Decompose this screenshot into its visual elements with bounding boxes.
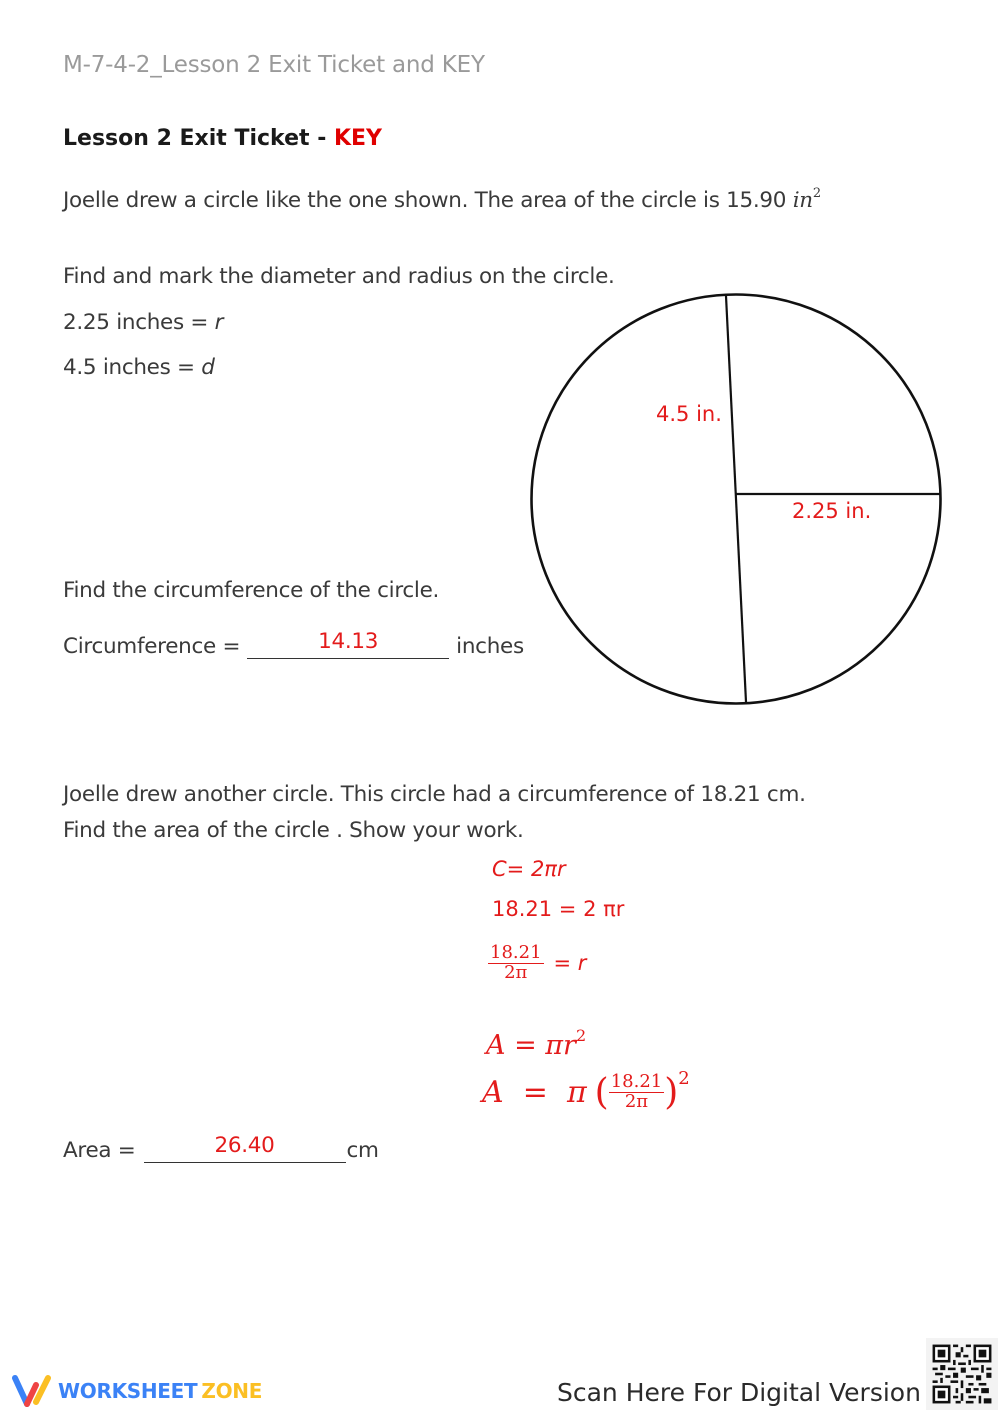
area-label: Area =	[63, 1138, 136, 1163]
step5-lhs: A = π	[482, 1075, 587, 1110]
step3-fraction	[488, 944, 544, 983]
circle-diagram	[520, 285, 960, 715]
logo-text	[58, 1379, 262, 1403]
logo-word-worksheet: WORKSHEET	[58, 1379, 198, 1403]
radius-var: r	[214, 310, 224, 335]
diameter-var: d	[201, 355, 215, 380]
heading-text: Lesson 2 Exit Ticket -	[63, 126, 334, 151]
unit-in: in	[792, 188, 813, 213]
diameter-line	[726, 296, 746, 702]
qr-code-icon	[926, 1338, 998, 1410]
document-title: M-7-4-2_Lesson 2 Exit Ticket and KEY	[63, 52, 485, 78]
diameter-answer	[63, 355, 215, 380]
problem2-intro-line1: Joelle drew another circle. This circle had a circumference of 18.21 cm.	[63, 782, 806, 807]
intro-text: Joelle drew a circle like the one shown. The area of the circle is 15.90	[63, 188, 787, 213]
key-label: KEY	[333, 126, 382, 151]
problem1-instruction: Find and mark the diameter and radius on the circle.	[63, 264, 615, 289]
radius-text: 2.25 inches =	[63, 310, 215, 335]
left-paren: (	[594, 1072, 609, 1113]
step4-exponent: 2	[575, 1026, 587, 1045]
radius-answer	[63, 310, 223, 335]
work-step-4	[486, 1026, 586, 1061]
diameter-label: 4.5 in.	[656, 402, 722, 426]
step5-exponent: 2	[678, 1068, 690, 1089]
step3-denominator: 2π	[504, 961, 528, 983]
worksheetzone-logo[interactable]	[10, 1374, 262, 1408]
circumference-row	[63, 629, 524, 659]
radius-label: 2.25 in.	[792, 499, 872, 523]
page-heading	[63, 126, 382, 151]
circumference-unit: inches	[456, 634, 524, 659]
step1-rhs: = 2πr	[506, 857, 566, 881]
scan-caption: Scan Here For Digital Version	[557, 1378, 921, 1407]
qr-code[interactable]	[926, 1338, 998, 1410]
unit-exponent: 2	[812, 186, 821, 201]
circumference-prompt: Find the circumference of the circle.	[63, 578, 440, 603]
step3-rhs: = r	[553, 951, 587, 976]
circumference-label: Circumference =	[63, 634, 241, 659]
step4-text: A = πr	[486, 1030, 576, 1061]
step5-denominator: 2π	[624, 1091, 649, 1112]
step5-fraction	[609, 1073, 665, 1112]
work-step-5	[482, 1068, 690, 1113]
step3-numerator: 18.21	[490, 942, 542, 963]
diameter-text: 4.5 inches =	[63, 355, 202, 380]
step5-numerator: 18.21	[610, 1071, 663, 1093]
logo-word-zone: ZONE	[201, 1379, 263, 1403]
area-unit: cm	[346, 1138, 379, 1163]
area-row	[63, 1133, 379, 1163]
right-paren: )	[664, 1072, 679, 1113]
step1-lhs: C	[492, 857, 507, 881]
work-step-2: 18.21 = 2 πr	[492, 897, 625, 921]
problem1-intro	[63, 186, 821, 213]
area-answer-field[interactable]: 26.40	[144, 1133, 346, 1163]
circumference-answer-field[interactable]: 14.13	[247, 629, 449, 659]
problem2-intro-line2: Find the area of the circle . Show your work.	[63, 818, 524, 843]
work-step-3	[488, 944, 586, 983]
logo-mark-icon	[10, 1374, 52, 1408]
work-step-1	[492, 857, 566, 881]
